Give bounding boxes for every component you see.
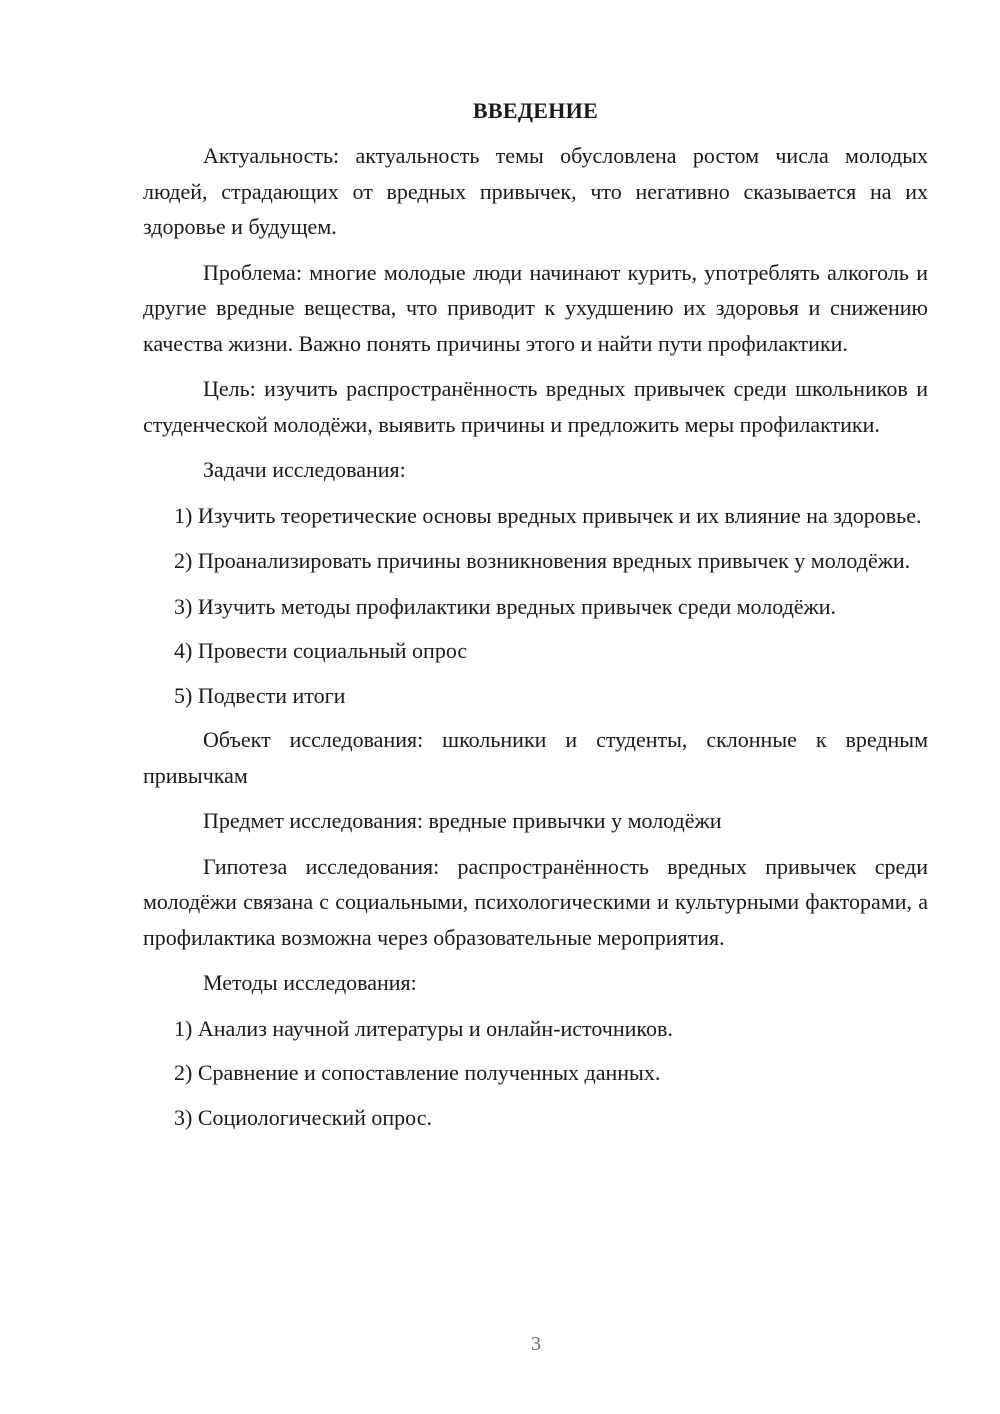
page-title: ВВЕДЕНИЕ xyxy=(472,98,599,123)
method-item: 2) Сравнение и сопоставление полученных данных. xyxy=(174,1060,661,1085)
object-paragraph: Объект исследования: школьники и студенты, склонные к вредным привычкам xyxy=(143,727,928,788)
problem-paragraph: Проблема: многие молодые люди начинают курить, употреблять алкоголь и другие вредные вещества, что приводит к ухудшению их здоровья и снижению качества жизни. Важно понять причины этого и найти пути профилактики. xyxy=(143,259,928,356)
tasks-heading: Задачи исследования: xyxy=(203,457,406,482)
task-item: 5) Подвести итоги xyxy=(174,682,346,708)
goal-paragraph: Цель: изучить распространённость вредных привычек среди школьников и студенческой молодёжи, выявить причины и предложить меры профилактики. xyxy=(143,376,928,437)
task-item: 1) Изучить теоретические основы вредных привычек и их влияние на здоровье. xyxy=(174,502,922,528)
subject-paragraph: Предмет исследования: вредные привычки у молодёжи xyxy=(203,808,722,833)
task-item: 4) Провести социальный опрос xyxy=(174,638,468,663)
method-item: 1) Анализ научной литературы и онлайн-источников. xyxy=(174,1015,673,1041)
task-item: 2) Проанализировать причины возникновения вредных привычек у молодёжи. xyxy=(174,548,911,573)
methods-heading: Методы исследования: xyxy=(203,970,417,995)
page-number: 3 xyxy=(531,1333,541,1355)
page-content xyxy=(143,93,928,1144)
method-item: 3) Социологический опрос. xyxy=(174,1104,432,1130)
task-item: 3) Изучить методы профилактики вредных привычек среди молодёжи. xyxy=(174,593,837,619)
relevance-paragraph: Актуальность: актуальность темы обусловлена ростом числа молодых людей, страдающих от вредных привычек, что негативно сказывается на их здоровье и будущем. xyxy=(143,143,928,239)
hypothesis-paragraph: Гипотеза исследования: распространённость вредных привычек среди молодёжи связана с социальными, психологическими и культурными факторами, а профилактика возможна через образовательные мероприятия. xyxy=(143,853,928,950)
